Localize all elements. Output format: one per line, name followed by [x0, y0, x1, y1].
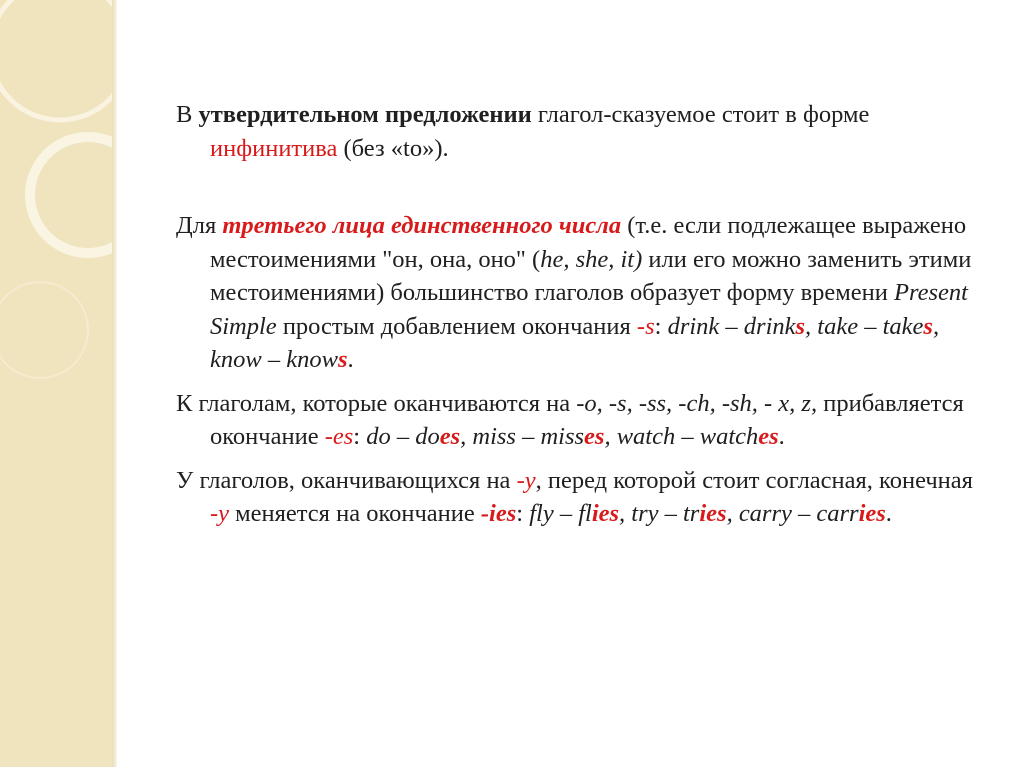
text-run: В [176, 101, 199, 128]
paragraph-third-person [176, 209, 976, 377]
text-run: , take – take [805, 312, 924, 340]
text-run: ies [699, 500, 727, 527]
text-run: -o, -s, -ss, -ch, -sh, - x, z, [576, 389, 818, 417]
text-run: , watch – watch [604, 423, 759, 450]
text-run: Для [176, 212, 223, 239]
text-run: s [337, 346, 348, 373]
text-run: -y [210, 500, 230, 527]
paragraph-ies-ending [176, 464, 976, 531]
text-run: , carry – carr [726, 500, 859, 527]
text-run: do – do [366, 423, 440, 450]
text-run: s [795, 312, 806, 340]
text-run: К глаголам, которые оканчиваются на [176, 389, 577, 417]
text-run: третьего лица единственного числа [222, 212, 622, 239]
text-run: , try – tr [619, 500, 700, 527]
text-run: es [584, 423, 605, 450]
text-run: drink – drink [667, 312, 796, 340]
text-run: . [778, 423, 785, 450]
text-run: . [885, 500, 892, 527]
text-run: (без «to»). [337, 134, 449, 162]
text-run: прибавляется окончание [210, 389, 964, 450]
text-run: -s [636, 312, 655, 340]
text-run: fly – fl [529, 500, 592, 527]
text-run: глагол-сказуемое стоит в форме [531, 101, 870, 128]
paragraph-es-ending [176, 387, 976, 454]
text-run: меняется на окончание [229, 500, 481, 527]
text-run: es [758, 423, 779, 450]
text-run: es [439, 423, 461, 450]
text-run: инфинитива [210, 134, 338, 162]
text-run: : [516, 500, 530, 527]
text-run: -y [516, 466, 536, 494]
text-run: ies [858, 500, 886, 527]
text-run: s [923, 312, 933, 340]
paragraph-affirmative [176, 98, 976, 165]
text-run: Present Simple [210, 279, 968, 340]
text-run: . [347, 346, 354, 373]
text-run: простым добавлением окончания [276, 312, 637, 340]
text-run: he, she, it) [540, 245, 643, 273]
text-run: У глаголов, оканчивающихся на [176, 466, 517, 494]
text-run: ies [591, 500, 620, 527]
text-run: : [654, 312, 668, 340]
text-run: : [353, 423, 367, 450]
slide-body [176, 98, 976, 531]
text-run: , miss – miss [460, 423, 585, 450]
text-run: или его можно заменить этими местоимениями) большинство глаголов образует форму времени [210, 245, 972, 306]
text-run: -ies [480, 500, 517, 527]
side-band-edge [112, 0, 117, 767]
decorative-side-band [0, 0, 112, 767]
text-run: , перед которой стоит согласная, конечная [535, 466, 973, 494]
decorative-circles [0, 0, 112, 767]
text-run: -es [324, 423, 354, 450]
text-run: , know – know [210, 312, 940, 373]
text-run: утвердительном предложении [198, 101, 532, 128]
text-run: (т.е. если подлежащее выражено местоимениями "он, она, оно" ( [210, 212, 967, 273]
